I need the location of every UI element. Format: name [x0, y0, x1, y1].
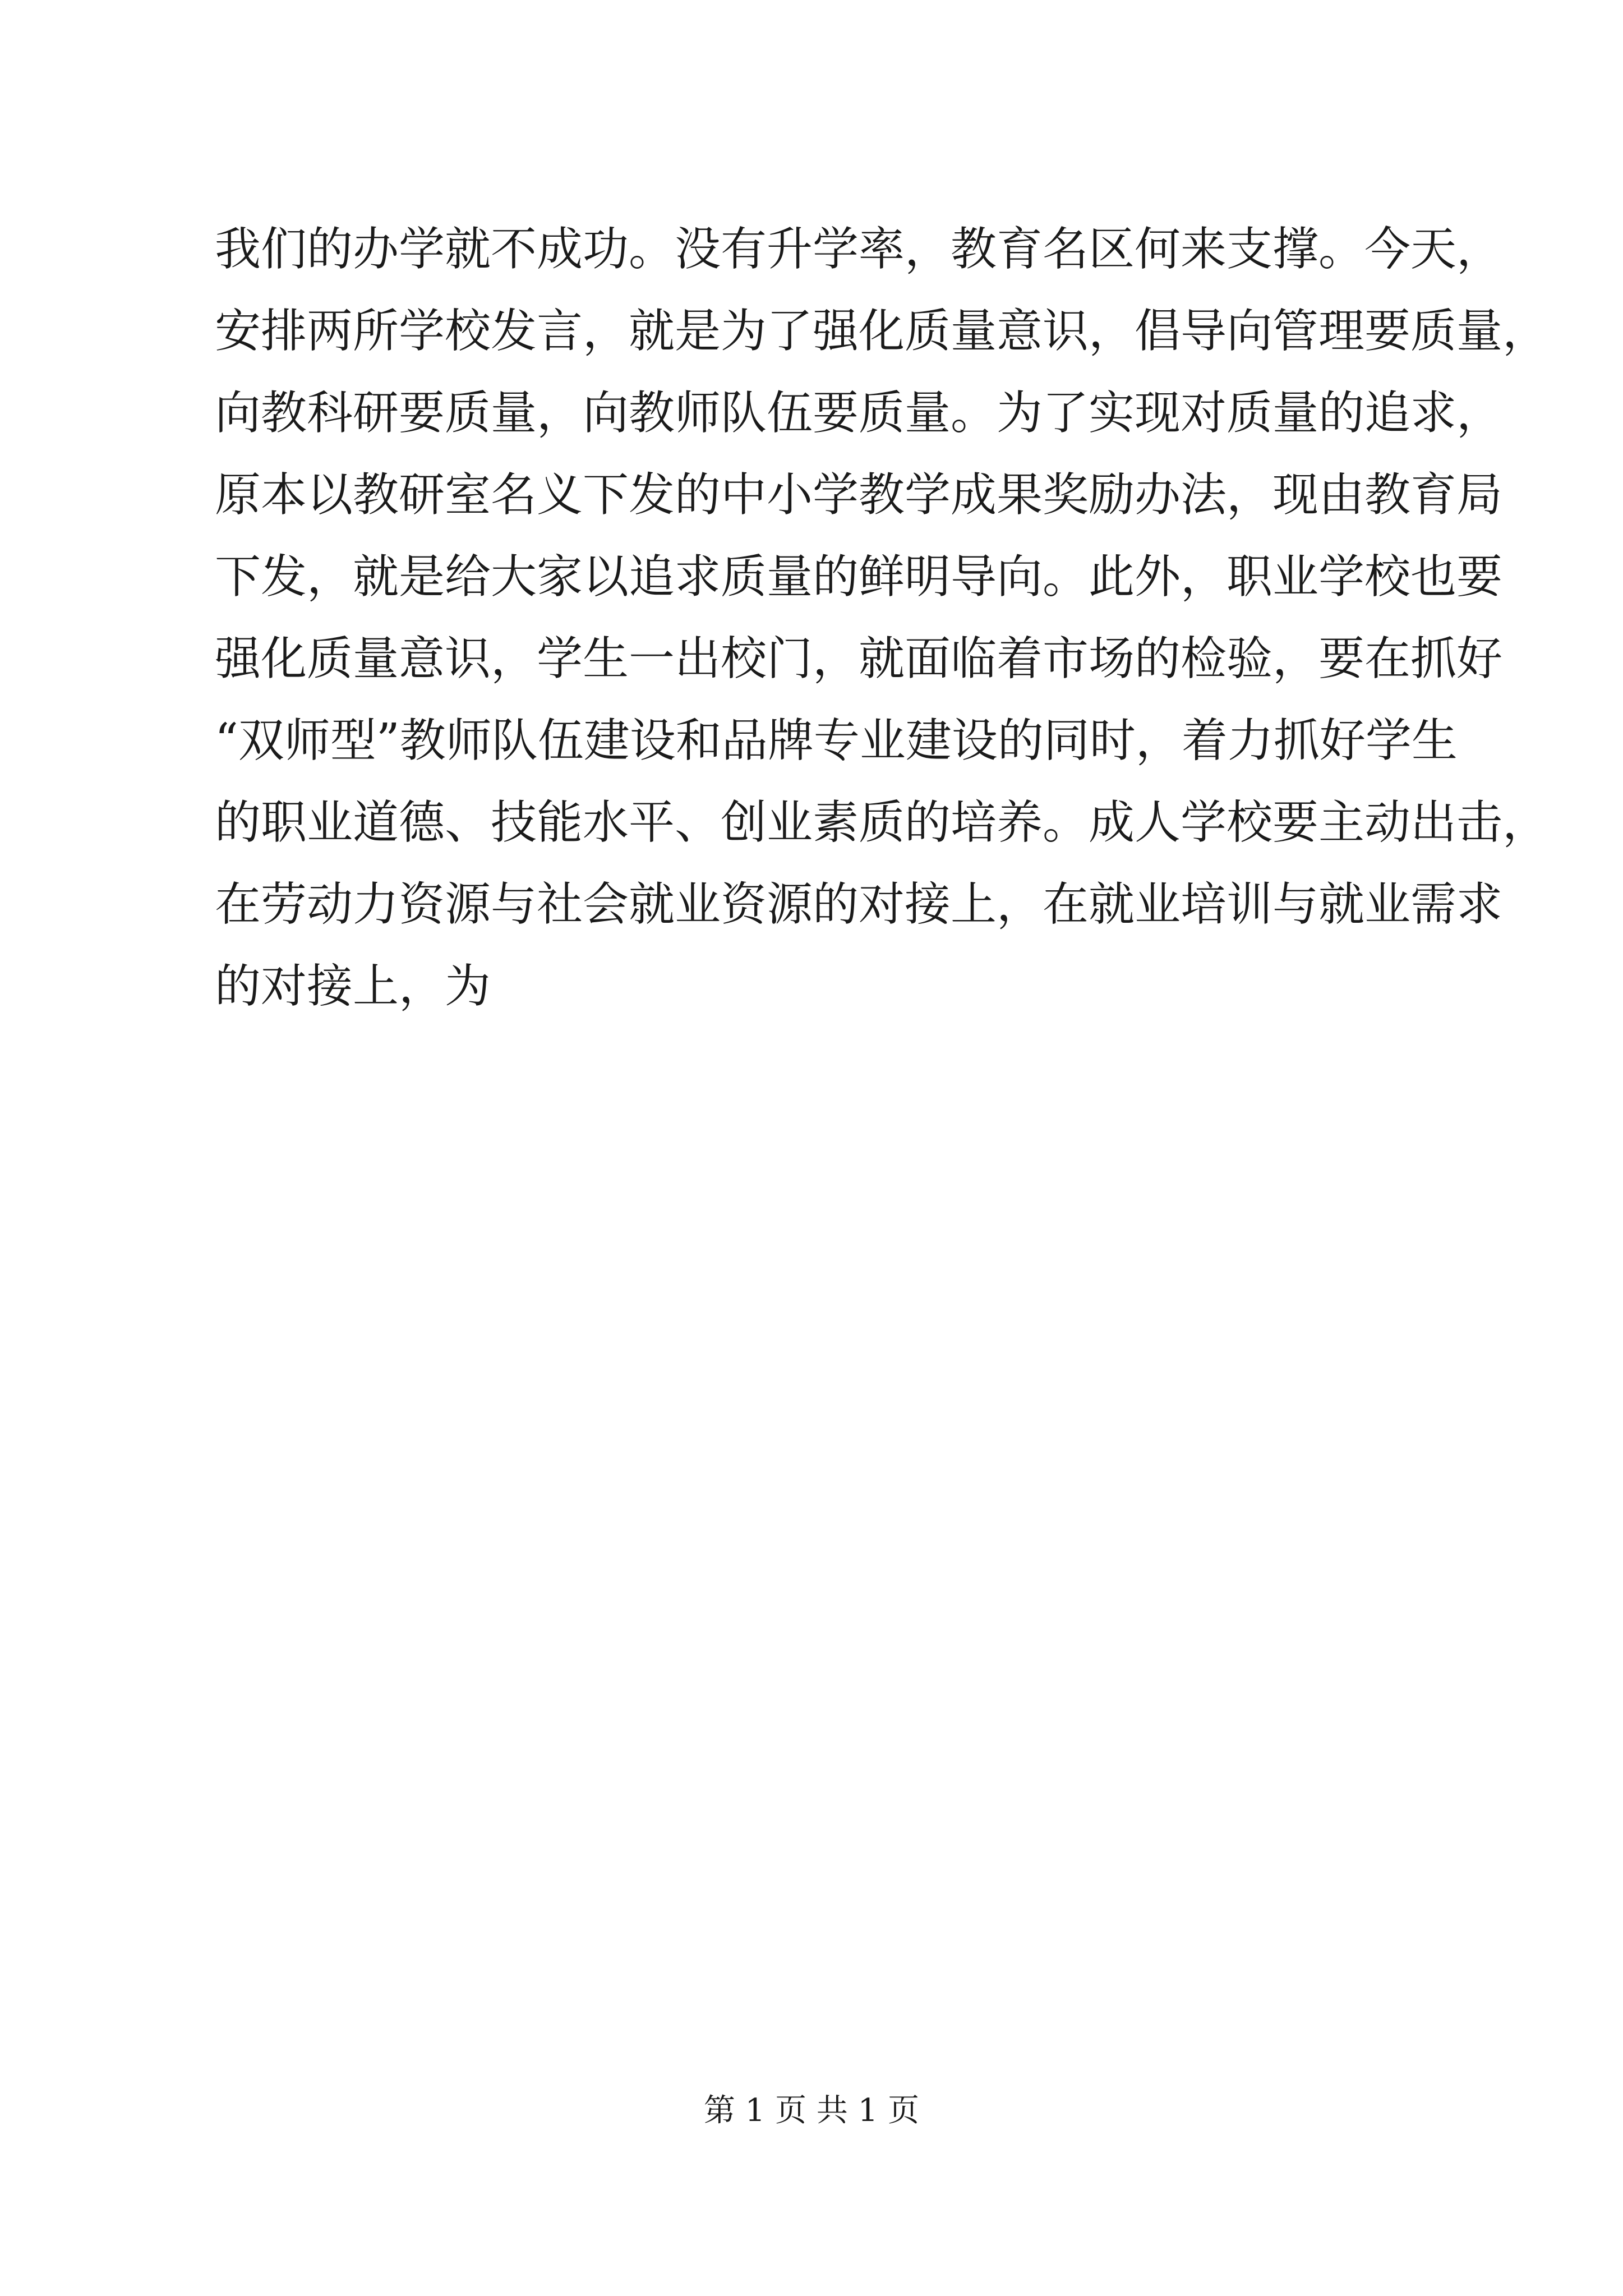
text-line: 的对接上，为 [215, 960, 491, 1013]
text-line: 的职业道德、技能水平、创业素质的培养。成人学校要主动出击， [215, 796, 1549, 849]
text-line: 向教科研要质量，向教师队伍要质量。为了实现对质量的追求， [215, 386, 1503, 440]
text-line: 安排两所学校发言，就是为了强化质量意识，倡导向管理要质量， [215, 305, 1549, 358]
body-paragraph [215, 209, 1549, 1028]
text-line: 在劳动力资源与社会就业资源的对接上，在就业培训与就业需求 [215, 878, 1503, 931]
page-number-footer: 第 1 页 共 1 页 [703, 2092, 920, 2129]
text-line: 我们的办学就不成功。没有升学率，教育名区何来支撑。今天， [215, 223, 1503, 276]
text-line: 原本以教研室名义下发的中小学教学成果奖励办法，现由教育局 [215, 468, 1503, 522]
text-line: 下发，就是给大家以追求质量的鲜明导向。此外，职业学校也要 [215, 550, 1503, 604]
text-line: 强化质量意识，学生一出校门，就面临着市场的检验，要在抓好 [215, 632, 1503, 685]
text-line: “双师型”教师队伍建设和品牌专业建设的同时，着力抓好学生 [215, 714, 1458, 767]
